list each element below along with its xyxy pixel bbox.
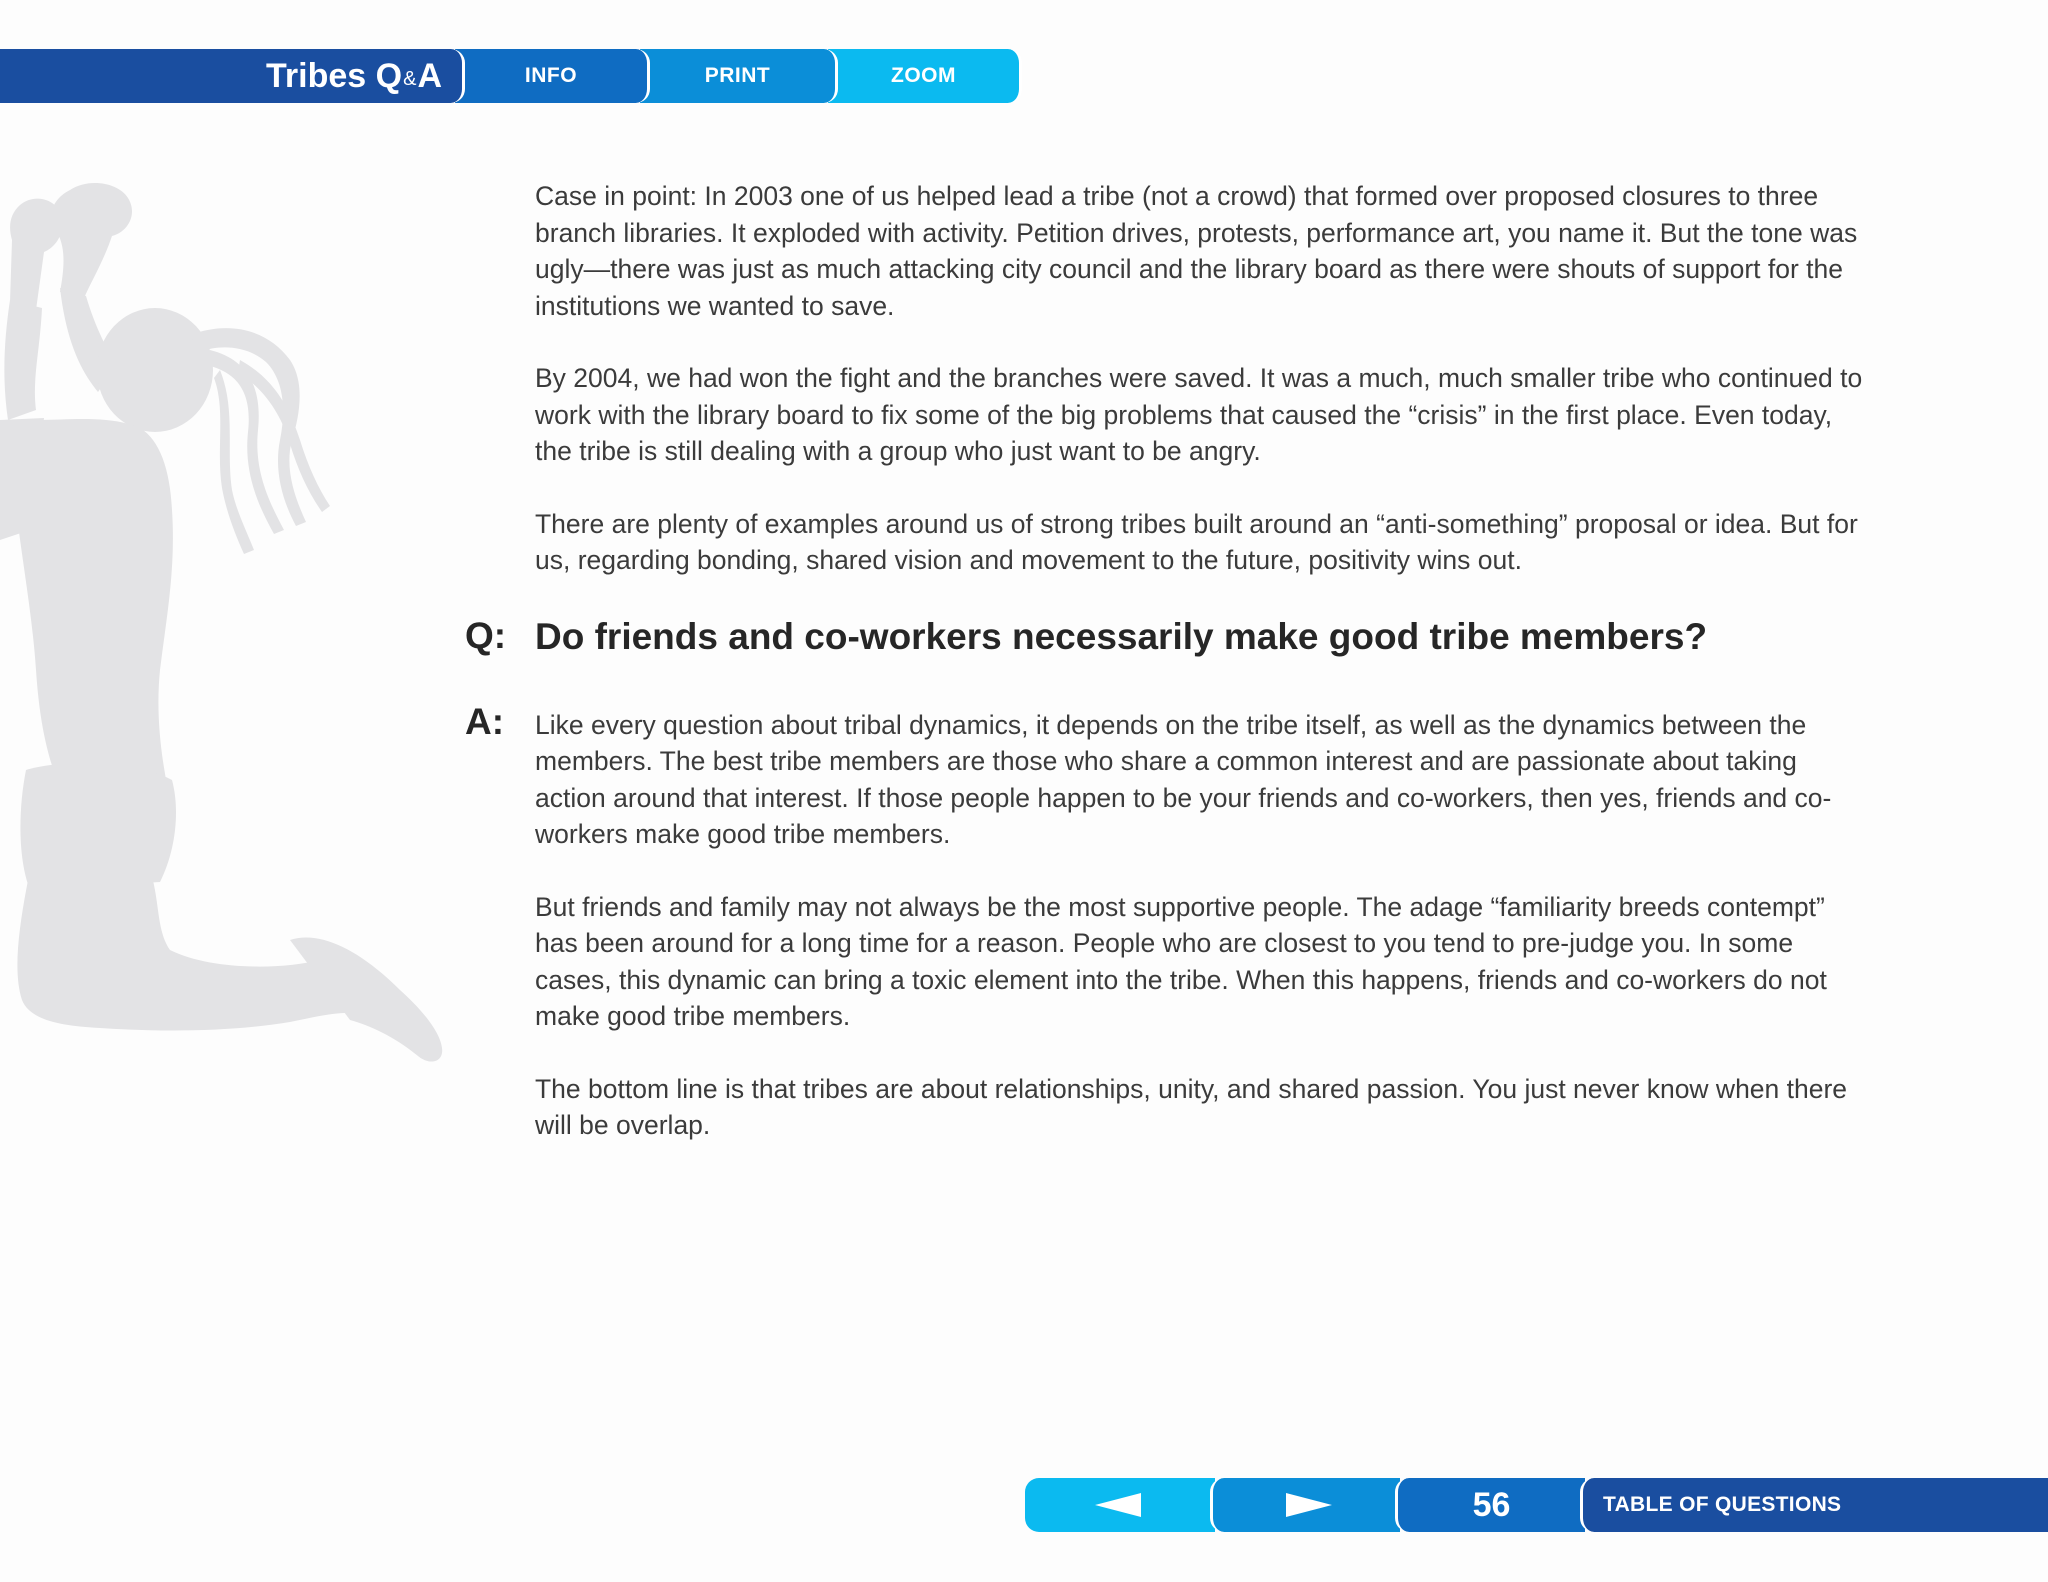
answer-marker: A:: [465, 700, 505, 742]
next-page-button[interactable]: [1210, 1478, 1400, 1532]
brand-ampersand: &: [403, 67, 417, 90]
intro-paragraph-2: By 2004, we had won the fight and the branches were saved. It was a much, much smaller tribe who continued to work with the library board to fix some of the big problems that caused the “crisis” in the first place. Even today, the tribe is still dealing with a group who just want to be angry.: [535, 363, 1863, 466]
brand-text-main: Tribes Q: [266, 56, 403, 95]
answer-paragraph-3: The bottom line is that tribes are about relationships, unity, and shared passion. You just never know when there will be overlap.: [535, 1073, 1848, 1140]
main-content: [465, 178, 1865, 1180]
jumping-person-silhouette: [0, 170, 460, 1090]
zoom-tab[interactable]: ZOOM: [828, 49, 1022, 103]
brand-text-end: A: [417, 56, 442, 95]
answer-block: [465, 700, 1865, 1144]
page-number: 56: [1395, 1478, 1585, 1532]
bottom-navigation: [1025, 1478, 2048, 1532]
table-of-questions-button[interactable]: TABLE OF QUESTIONS: [1580, 1478, 2048, 1532]
arrow-right-icon: [1282, 1493, 1332, 1517]
intro-paragraph-1: Case in point: In 2003 one of us helped lead a tribe (not a crowd) that formed over proposed closures to three branch libraries. It exploded with activity. Petition drives, protests, performance art, you name it. But the tone was ugly—there was just as much attacking city council and the library board as there were shouts of support for the institutions we wanted to save.: [535, 181, 1858, 321]
info-tab[interactable]: INFO: [455, 49, 650, 103]
intro-paragraph-3: There are plenty of examples around us of strong tribes built around an “anti-something” proposal or idea. But for us, regarding bonding, shared vision and movement to the future, positivity wins out.: [535, 508, 1858, 575]
top-navigation: [0, 49, 1024, 103]
question-marker: Q:: [465, 614, 507, 656]
answer-paragraph-2: But friends and family may not always be the most supportive people. The adage “familiarity breeds contempt” has been around for a long time for a reason. People who are closest to you tend to pre-judge you. In some cases, this dynamic can bring a toxic element into the tribe. When this happens, friends and co-workers do not make good tribe members.: [535, 891, 1827, 1031]
arrow-left-icon: [1095, 1493, 1145, 1517]
brand-title[interactable]: [0, 49, 465, 103]
print-tab[interactable]: PRINT: [640, 49, 838, 103]
answer-paragraph-1: Like every question about tribal dynamics, it depends on the tribe itself, as well as the dynamics between the members. The best tribe members are those who share a common interest and are passionate about taking action around that interest. If those people happen to be your friends and co-workers, then yes, friends and co-workers make good tribe members.: [535, 709, 1832, 849]
previous-page-button[interactable]: [1025, 1478, 1215, 1532]
question-heading: Do friends and co-workers necessarily make good tribe members?: [535, 615, 1708, 657]
question-block: [465, 614, 1865, 659]
